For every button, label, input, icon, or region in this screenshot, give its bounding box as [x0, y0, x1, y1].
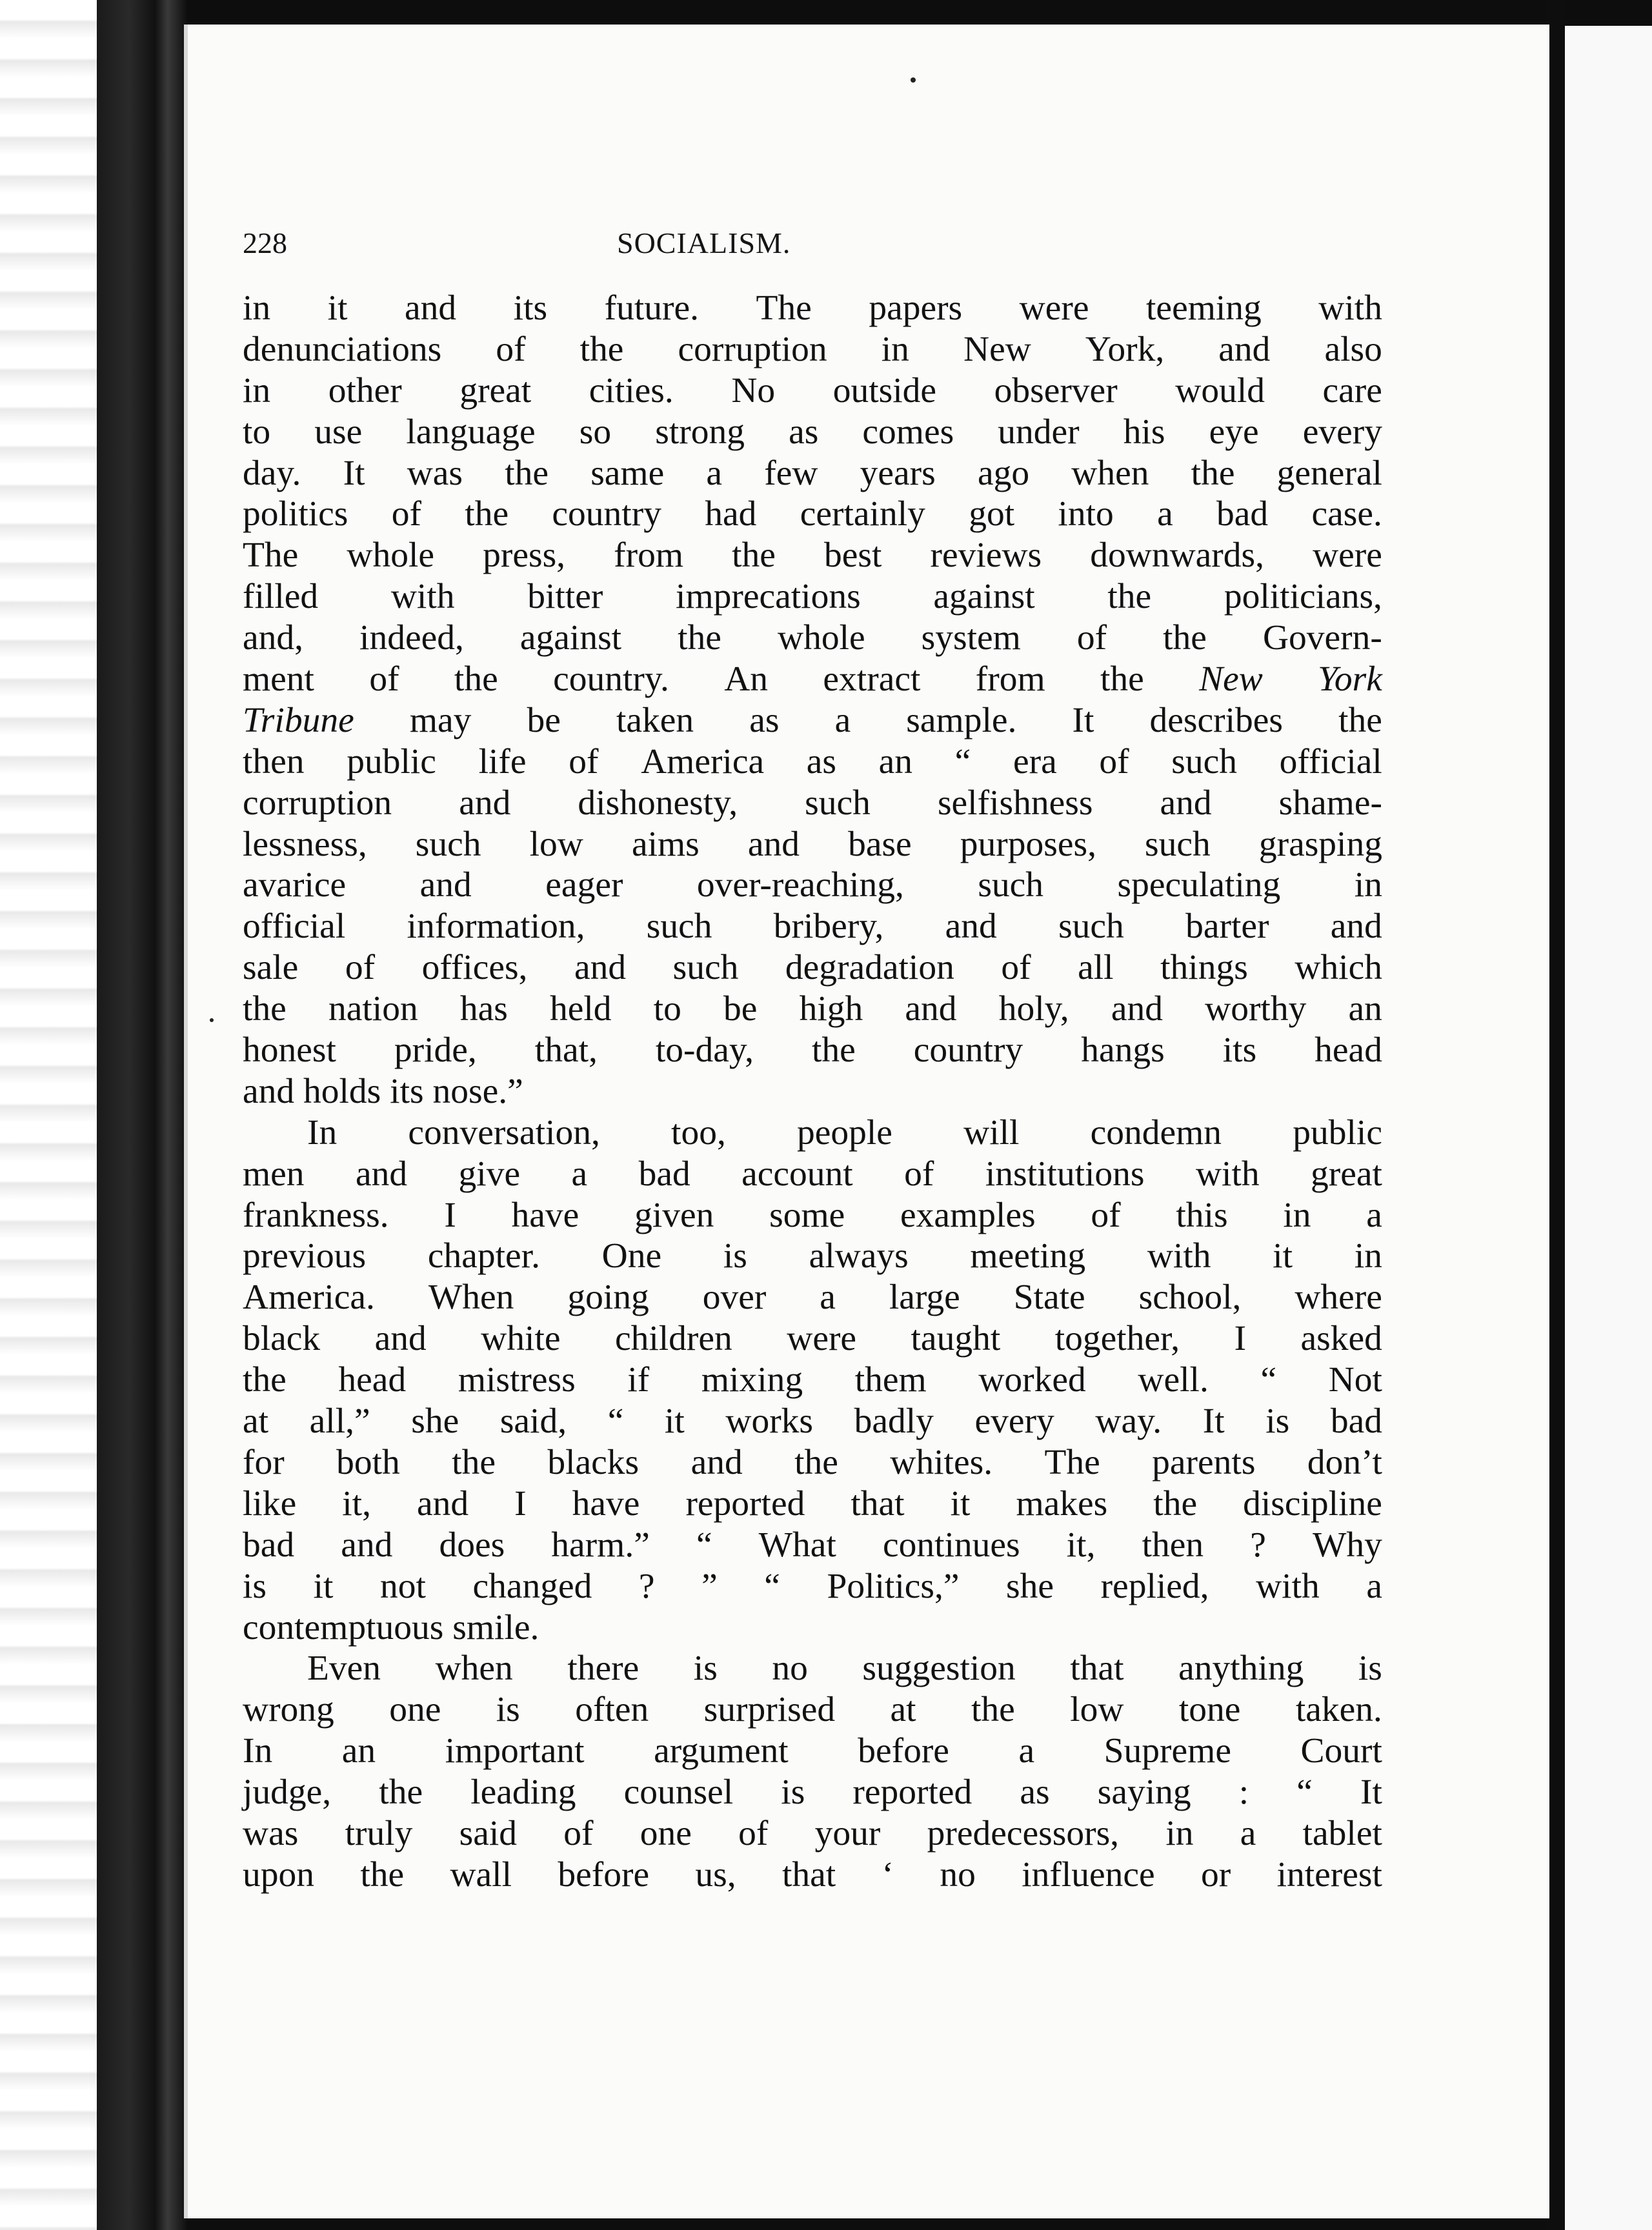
text-line: upon the wall before us, that ‘ no influence or interest: [243, 1854, 1382, 1894]
text-line: and holds its nose.”: [243, 1071, 523, 1111]
binding-edge: [0, 0, 97, 2230]
text-line: like it, and I have reported that it makes the discipline: [243, 1483, 1382, 1523]
text-line: lessness, such low aims and base purposes, such grasping: [243, 824, 1382, 864]
text-line: politics of the country had certainly got into a bad case.: [243, 494, 1382, 534]
text-line: black and white children were taught together, I asked: [243, 1319, 1382, 1359]
text-line: Even when there is no suggestion that anything is: [307, 1649, 1382, 1689]
text-line: avarice and eager over-reaching, such speculating in: [243, 865, 1382, 905]
text-line: In conversation, too, people will condemn public: [307, 1112, 1382, 1152]
text-line: wrong one is often surprised at the low tone taken.: [243, 1690, 1382, 1730]
text-line: sale of offices, and such degradation of all things which: [243, 948, 1382, 988]
text-line: in it and its future. The papers were teeming with: [243, 288, 1382, 328]
text-line: Tribune may be taken as a sample. It describes the: [243, 700, 1382, 740]
text-line: day. It was the same a few years ago when the general: [243, 453, 1382, 493]
text-line: corruption and dishonesty, such selfishness and shame-: [243, 783, 1382, 823]
text-line: men and give a bad account of institutions with great: [243, 1154, 1382, 1194]
running-title: SOCIALISM.: [617, 226, 791, 259]
text-line: the head mistress if mixing them worked well. “ Not: [243, 1360, 1382, 1400]
text-line: was truly said of one of your predecessors, in a tablet: [243, 1813, 1382, 1853]
body-text: [243, 288, 1382, 1896]
text-line: frankness. I have given some examples of this in a: [243, 1195, 1382, 1235]
running-header: [243, 219, 993, 271]
text-line: judge, the leading counsel is reported as saying : “ It: [243, 1773, 1382, 1813]
text-line: the nation has held to be high and holy, and worthy an: [243, 989, 1382, 1029]
text-line: contemptuous smile.: [243, 1607, 539, 1647]
text-line: The whole press, from the best reviews downwards, were: [243, 536, 1382, 576]
text-line: and, indeed, against the whole system of the Govern-: [243, 618, 1382, 658]
text-line: is it not changed ? ” “ Politics,” she replied, with a: [243, 1566, 1382, 1606]
text-line: official information, such bribery, and such barter and: [243, 907, 1382, 947]
page-number: 228: [243, 226, 287, 259]
print-speck: [911, 77, 916, 83]
text-line: filled with bitter imprecations against the politicians,: [243, 577, 1382, 617]
text-line: In an important argument before a Supreme Court: [243, 1731, 1382, 1771]
text-line: previous chapter. One is always meeting with it in: [243, 1236, 1382, 1276]
text-line: denunciations of the corruption in New York, and also: [243, 329, 1382, 369]
text-line: ment of the country. An extract from the New York: [243, 659, 1382, 699]
text-line: then public life of America as an “ era of such official: [243, 741, 1382, 781]
text-line: to use language so strong as comes under his eye every: [243, 412, 1382, 452]
print-speck: [210, 1018, 214, 1022]
facing-page-edge: [1565, 26, 1652, 2230]
text-line: honest pride, that, to-day, the country hangs its head: [243, 1030, 1382, 1070]
text-line: for both the blacks and the whites. The parents don’t: [243, 1442, 1382, 1482]
text-line: bad and does harm.” “ What continues it, then ? Why: [243, 1525, 1382, 1565]
text-line: in other great cities. No outside observer would care: [243, 370, 1382, 410]
text-line: America. When going over a large State school, where: [243, 1278, 1382, 1318]
text-line: at all,” she said, “ it works badly every way. It is bad: [243, 1401, 1382, 1441]
